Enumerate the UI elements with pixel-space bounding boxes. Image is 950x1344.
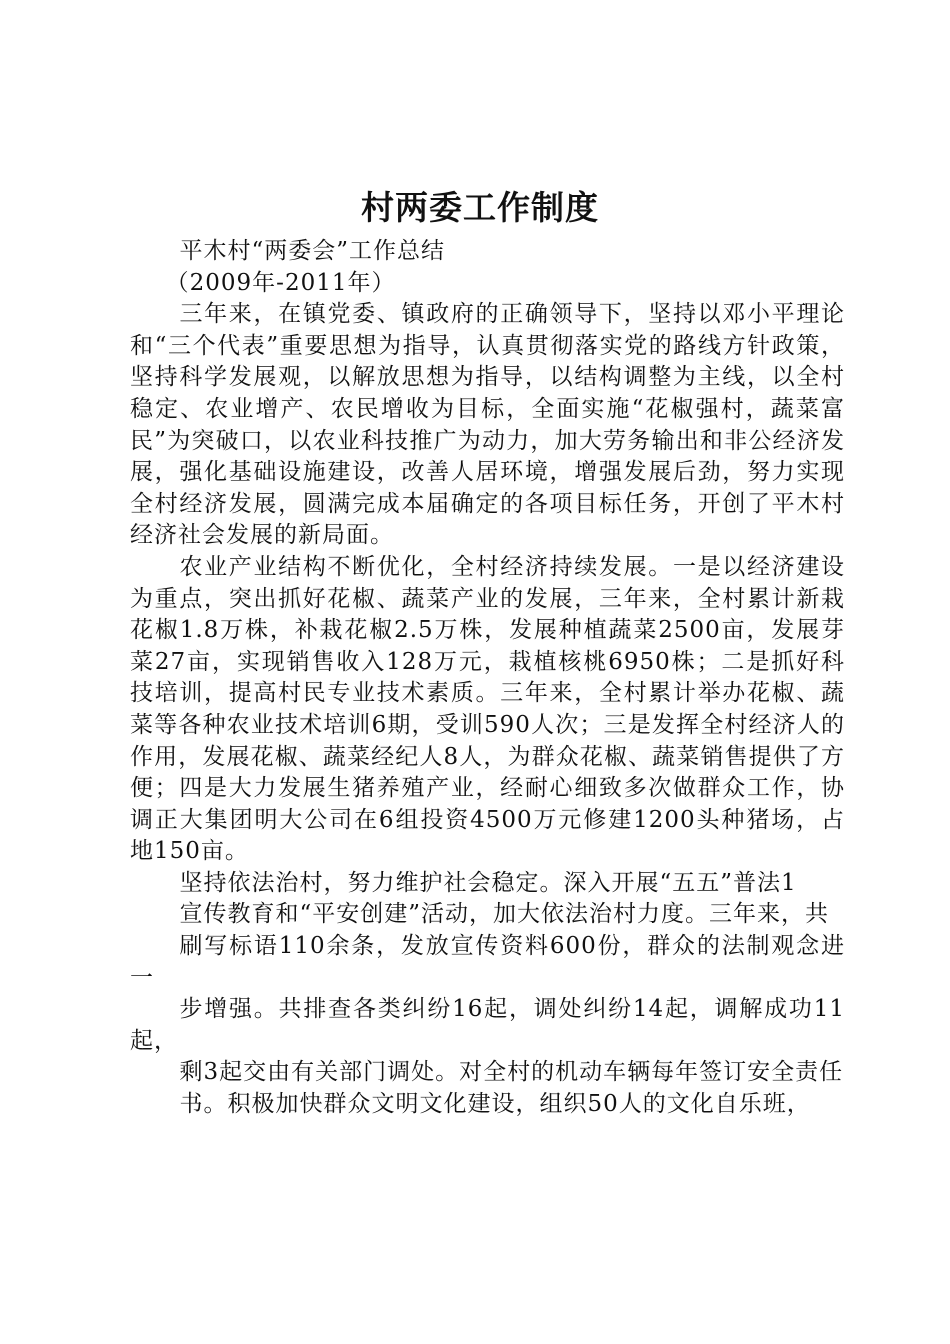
- document-body: [130, 236, 845, 1121]
- paragraph-law-3: 刷写标语110余条，发放宣传资料600份，群众的法制观念进一: [130, 933, 845, 991]
- date-range: （2009年-2011年）: [165, 269, 396, 296]
- paragraph-law-1: 坚持依法治村，努力维护社会稳定。深入开展“五五”普法1: [179, 869, 797, 896]
- document-subtitle: 平木村“两委会”工作总结: [179, 238, 445, 264]
- paragraph-intro: 三年来，在镇党委、镇政府的正确领导下，坚持以邓小平理论和“三个代表”重要思想为指导，认真贯彻落实党的路线方针政策，坚持科学发展观，以解放思想为指导，以结构调整为主线，以全村稳定、农业增产、农民增收为目标，全面实施“花椒强村，蔬菜富民”为突破口，以农业科技推广为动力，加大劳务输出和非公经济发展，强化基础设施建设，改善人居环境，增强发展后劲，努力实现全村经济发展，圆满完成本届确定的各项目标任务，开创了平木村经济社会发展的新局面。: [130, 301, 845, 549]
- paragraph-culture: 书。积极加快群众文明文化建设，组织50人的文化自乐班，: [179, 1091, 811, 1118]
- document-title: 村两委工作制度: [361, 188, 599, 227]
- paragraph-law-4: 步增强。共排查各类纠纷16起，调处纠纷14起，调解成功11起，: [130, 996, 845, 1054]
- paragraph-agriculture: 农业产业结构不断优化，全村经济持续发展。一是以经济建设为重点，突出抓好花椒、蔬菜产业的发展，三年来，全村累计新栽花椒1.8万株，补栽花椒2.5万株，发展种植蔬菜2500亩，发展芽菜27亩，实现销售收入128万元，栽植核桃6950株；二是抓好科技培训，提高村民专业技术素质。三年来，全村累计举办花椒、蔬菜等各种农业技术培训6期，受训590人次；三是发挥全村经济人的作用，发展花椒、蔬菜经纪人8人，为群众花椒、蔬菜销售提供了方便；四是大力发展生猪养殖产业，经耐心细致多次做群众工作，协调正大集团明大公司在6组投资4500万元修建1200头种猪场，占地150亩。: [130, 553, 845, 865]
- paragraph-law-5: 剩3起交由有关部门调处。对全村的机动车辆每年签订安全责任: [179, 1059, 844, 1086]
- paragraph-law-2: 宣传教育和“平安创建”活动，加大依法治村力度。三年来，共: [179, 901, 829, 928]
